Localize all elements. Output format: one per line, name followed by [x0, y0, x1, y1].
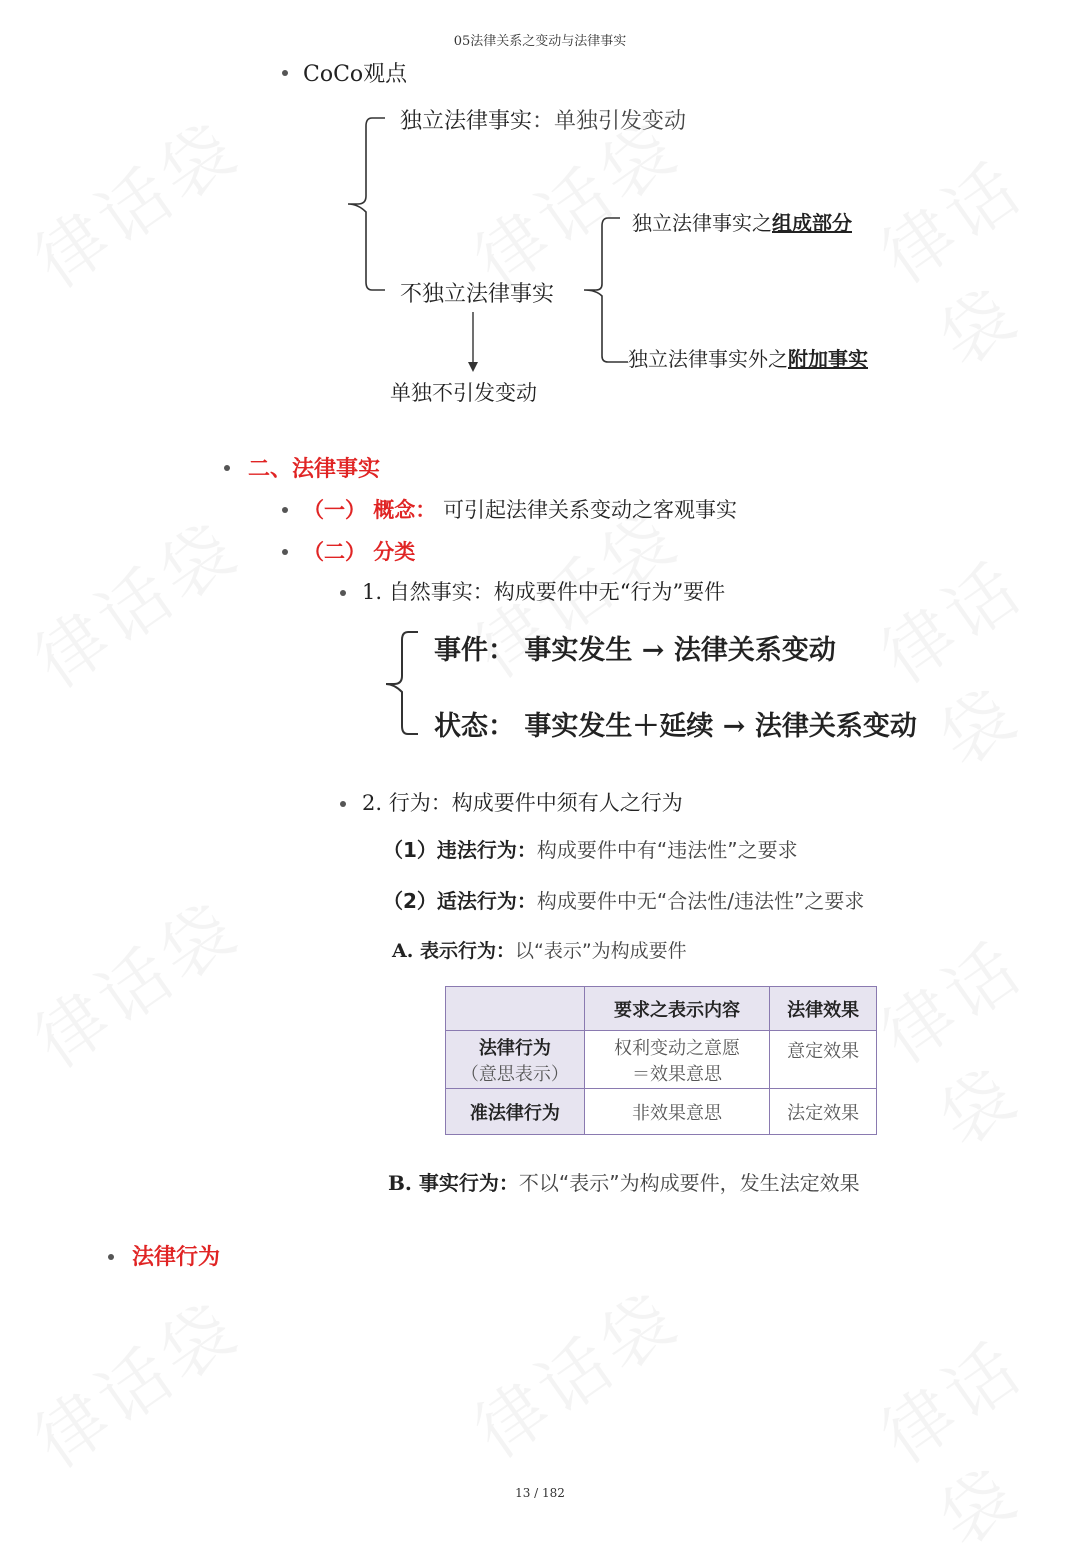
bullet-dot [282, 507, 288, 513]
comparison-table [445, 986, 877, 1135]
lawful-act-line: （2）适法行为：构成要件中无“合法性/违法性”之要求 [383, 889, 865, 913]
table-cell: 权利变动之意愿 ＝效果意思 [584, 1031, 770, 1089]
table-header-cell [446, 987, 585, 1031]
page-number: 13 / 182 [515, 1486, 565, 1500]
illegal-act-line: （1）违法行为：构成要件中有“违法性”之要求 [383, 838, 798, 862]
legal-act-heading: 法律行为 [132, 1244, 221, 1270]
bullet-dot [340, 590, 346, 596]
additional-fact: 独立法律事实外之附加事实 [628, 347, 868, 371]
table-cell: 非效果意思 [584, 1089, 770, 1135]
bullet-dot [108, 1254, 114, 1260]
table-row [446, 1089, 877, 1135]
natural-fact-line: 1. 自然事实：构成要件中无“行为”要件 [362, 580, 726, 604]
section-title: 二、法律事实 [248, 456, 381, 482]
bullet-dot [340, 801, 346, 807]
table-header-cell: 要求之表示内容 [584, 987, 770, 1031]
independent-fact: 独立法律事实：单独引发变动 [400, 109, 687, 134]
classification-heading: （二） 分类 [303, 539, 416, 564]
concept-line: （一） 概念： 可引起法律关系变动之客观事实 [303, 497, 737, 522]
non-effect-text: 单独不引发变动 [390, 381, 537, 405]
expression-act-line: A. 表示行为：以“表示”为构成要件 [392, 940, 687, 962]
table-row [446, 1031, 877, 1089]
state-line: 状态： 事实发生＋延续 → 法律关系变动 [434, 711, 917, 742]
table-cell: 意定效果 [770, 1031, 877, 1089]
bullet-dot [224, 465, 230, 471]
table-header-cell: 法律效果 [770, 987, 877, 1031]
row-header: 法律行为 （意思表示） [446, 1031, 585, 1089]
table-cell: 法定效果 [770, 1089, 877, 1135]
factual-act-line: B. 事实行为：不以“表示”为构成要件，发生法定效果 [388, 1171, 860, 1195]
non-independent-fact: 不独立法律事实 [400, 282, 555, 307]
row-header: 准法律行为 [446, 1089, 585, 1135]
page-header: 05法律关系之变动与法律事实 [453, 34, 627, 49]
component-fact: 独立法律事实之组成部分 [632, 211, 852, 235]
coco-heading: CoCo观点 [303, 62, 408, 87]
event-line: 事件： 事实发生 → 法律关系变动 [434, 635, 836, 666]
bullet-dot [282, 549, 288, 555]
behavior-line: 2. 行为：构成要件中须有人之行为 [362, 791, 683, 815]
